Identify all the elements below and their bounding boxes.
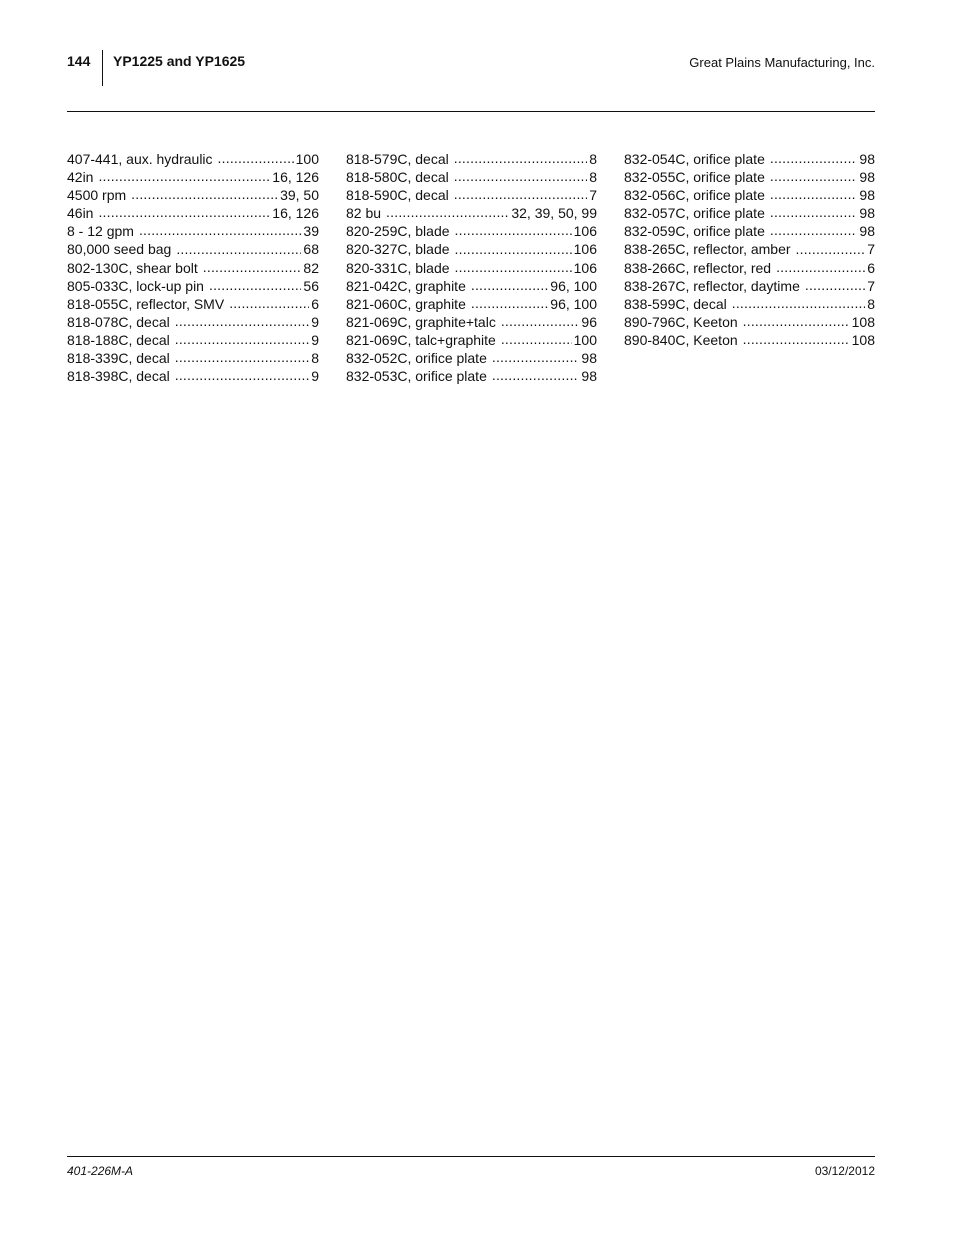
index-entry-label: 832-054C, orifice plate [624, 151, 765, 167]
index-entry-pages: 16, 126 [272, 169, 319, 186]
company-name: Great Plains Manufacturing, Inc. [689, 55, 875, 70]
index-entry [624, 150, 875, 168]
index-entry [67, 259, 319, 277]
index-entry-label: 407-441, aux. hydraulic [67, 151, 213, 167]
dot-leader [131, 188, 278, 202]
index-entry-label: 832-059C, orifice plate [624, 223, 765, 240]
index-entry-label: 818-590C, decal [346, 187, 449, 204]
dot-leader [471, 279, 548, 293]
index-entry-pages: 106 [573, 223, 597, 240]
index-entry [67, 168, 319, 186]
index-entry-label: 4500 rpm [67, 187, 127, 204]
index-entry-pages: 108 [851, 313, 875, 330]
index-entry [67, 150, 319, 168]
dot-leader [98, 206, 270, 220]
index-entry [346, 204, 597, 222]
index-entry-label: 42in [67, 169, 94, 186]
index-entry-label: 838-599C, decal [624, 295, 727, 312]
index-entry-pages: 6 [311, 295, 319, 312]
dot-leader [386, 206, 509, 220]
index-entry [346, 349, 597, 367]
dot-leader [218, 152, 294, 166]
dot-leader [805, 279, 865, 293]
dot-leader [229, 297, 309, 311]
dot-leader [770, 152, 858, 166]
index-entry-label: 832-053C, orifice plate [346, 368, 487, 385]
index-entry-label: 821-069C, graphite+talc [346, 313, 496, 330]
index-entry-label: 838-266C, reflector, red [624, 259, 772, 276]
index-entry [624, 331, 875, 349]
index-entry-pages: 56 [303, 277, 319, 294]
index-entry [624, 259, 875, 277]
dot-leader [770, 206, 858, 220]
dot-leader [492, 369, 580, 383]
index-entry-pages: 98 [859, 223, 875, 240]
document-title: YP1225 and YP1625 [113, 53, 246, 69]
dot-leader [175, 351, 309, 365]
dot-leader [176, 243, 301, 257]
index-entry-pages: 39, 50 [280, 187, 319, 204]
index-entry-pages: 9 [311, 331, 319, 348]
index-entry [346, 168, 597, 186]
header-rule [67, 111, 875, 112]
index-entry-pages: 96, 100 [550, 277, 597, 294]
index-entry-label: 821-042C, graphite [346, 277, 466, 294]
index-entry-pages: 68 [303, 241, 319, 258]
index-entry [346, 222, 597, 240]
index-entry-label: 838-265C, reflector, amber [624, 241, 791, 258]
dot-leader [492, 351, 580, 365]
index-entry-pages: 82 [303, 259, 319, 276]
dot-leader [770, 224, 858, 238]
index-entry [67, 313, 319, 331]
index-entry-pages: 9 [311, 368, 319, 385]
index-column-3 [624, 150, 875, 349]
index-entry [624, 204, 875, 222]
index-entry [67, 240, 319, 258]
index-entry-pages: 106 [573, 241, 597, 258]
index-entry-pages: 98 [581, 368, 597, 385]
index-entry-label: 832-052C, orifice plate [346, 350, 487, 367]
index-entry-label: 818-339C, decal [67, 350, 170, 367]
index-entry-label: 46in [67, 205, 94, 222]
dot-leader [139, 224, 301, 238]
index-entry [346, 277, 597, 295]
index-entry [67, 349, 319, 367]
index-entry-pages: 96 [581, 313, 597, 330]
index-entry [624, 222, 875, 240]
index-entry-label: 821-060C, graphite [346, 295, 466, 312]
index-entry-label: 818-078C, decal [67, 313, 170, 330]
index-entry-pages: 8 [867, 295, 875, 312]
index-entry [624, 295, 875, 313]
index-entry [346, 331, 597, 349]
index-entry-pages: 8 [589, 169, 597, 186]
index-entry-label: 890-796C, Keeton [624, 313, 738, 330]
index-entry-label: 820-259C, blade [346, 223, 450, 240]
dot-leader [203, 261, 302, 275]
index-entry [67, 295, 319, 313]
index-entry-label: 832-056C, orifice plate [624, 187, 765, 204]
dot-leader [501, 315, 580, 329]
index-entry-pages: 98 [859, 205, 875, 222]
dot-leader [98, 170, 270, 184]
index-column-2 [346, 150, 597, 385]
index-entry-pages: 32, 39, 50, 99 [511, 205, 597, 222]
index-entry-pages: 98 [859, 187, 875, 204]
index-entry-pages: 8 [311, 350, 319, 367]
index-entry [67, 331, 319, 349]
index-entry-label: 820-331C, blade [346, 259, 450, 276]
index-entry-label: 818-188C, decal [67, 331, 170, 348]
dot-leader [471, 297, 548, 311]
index-entry-pages: 8 [589, 151, 597, 167]
index-entry [346, 367, 597, 385]
index-entry-label: 838-267C, reflector, daytime [624, 277, 800, 294]
index-entry-pages: 9 [311, 313, 319, 330]
index-entry-pages: 108 [851, 331, 875, 348]
dot-leader [732, 297, 865, 311]
dot-leader [175, 333, 309, 347]
header-divider [102, 50, 103, 86]
index-entry-label: 805-033C, lock-up pin [67, 277, 204, 294]
dot-leader [770, 188, 858, 202]
dot-leader [501, 333, 572, 347]
index-entry-label: 821-069C, talc+graphite [346, 331, 496, 348]
index-entry-pages: 39 [303, 223, 319, 240]
index-entry-label: 832-055C, orifice plate [624, 169, 765, 186]
index-entry-label: 818-579C, decal [346, 151, 449, 167]
index-entry-pages: 6 [867, 259, 875, 276]
index-column-1 [67, 150, 319, 385]
index-entry [67, 204, 319, 222]
dot-leader [454, 188, 587, 202]
index-entry-label: 890-840C, Keeton [624, 331, 738, 348]
index-entry [346, 240, 597, 258]
index-entry-pages: 16, 126 [272, 205, 319, 222]
dot-leader [455, 243, 572, 257]
page-number: 144 [67, 53, 91, 69]
index-entry-label: 818-580C, decal [346, 169, 449, 186]
dot-leader [796, 243, 866, 257]
index-entry-pages: 98 [581, 350, 597, 367]
index-entry [346, 259, 597, 277]
index-entry [624, 277, 875, 295]
index-entry-pages: 96, 100 [550, 295, 597, 312]
index-entry-label: 82 bu [346, 205, 382, 222]
index-entry-label: 818-398C, decal [67, 368, 170, 385]
index-entry-pages: 98 [859, 169, 875, 186]
dot-leader [455, 261, 572, 275]
index-entry [624, 240, 875, 258]
index-entry-pages: 98 [859, 151, 875, 167]
index-entry [346, 150, 597, 168]
index-entry [67, 222, 319, 240]
index-entry [624, 186, 875, 204]
index-entry-label: 802-130C, shear bolt [67, 259, 198, 276]
dot-leader [743, 333, 850, 347]
dot-leader [776, 261, 865, 275]
index-entry [346, 295, 597, 313]
dot-leader [454, 152, 587, 166]
index-entry-label: 80,000 seed bag [67, 241, 172, 258]
index-entry [346, 186, 597, 204]
index-entry-pages: 100 [573, 331, 597, 348]
index-entry-pages: 106 [573, 259, 597, 276]
index-entry-pages: 7 [867, 241, 875, 258]
dot-leader [455, 224, 572, 238]
dot-leader [743, 315, 850, 329]
dot-leader [209, 279, 301, 293]
index-entry [67, 367, 319, 385]
page-header [67, 50, 875, 90]
index-entry-pages: 7 [589, 187, 597, 204]
index-entry-label: 818-055C, reflector, SMV [67, 295, 225, 312]
index-entry [624, 168, 875, 186]
footer-rule [67, 1156, 875, 1157]
dot-leader [454, 170, 587, 184]
index-entry-label: 820-327C, blade [346, 241, 450, 258]
index-entry-label: 8 - 12 gpm [67, 223, 134, 240]
dot-leader [175, 315, 309, 329]
index-entry [67, 277, 319, 295]
index-entry-pages: 7 [867, 277, 875, 294]
dot-leader [175, 369, 309, 383]
index-entry-pages: 100 [295, 151, 319, 167]
document-number: 401-226M-A [67, 1164, 134, 1178]
index-entry [67, 186, 319, 204]
index-entry-label: 832-057C, orifice plate [624, 205, 765, 222]
publication-date: 03/12/2012 [814, 1164, 875, 1178]
index-entry [624, 313, 875, 331]
dot-leader [770, 170, 858, 184]
index-entry [346, 313, 597, 331]
